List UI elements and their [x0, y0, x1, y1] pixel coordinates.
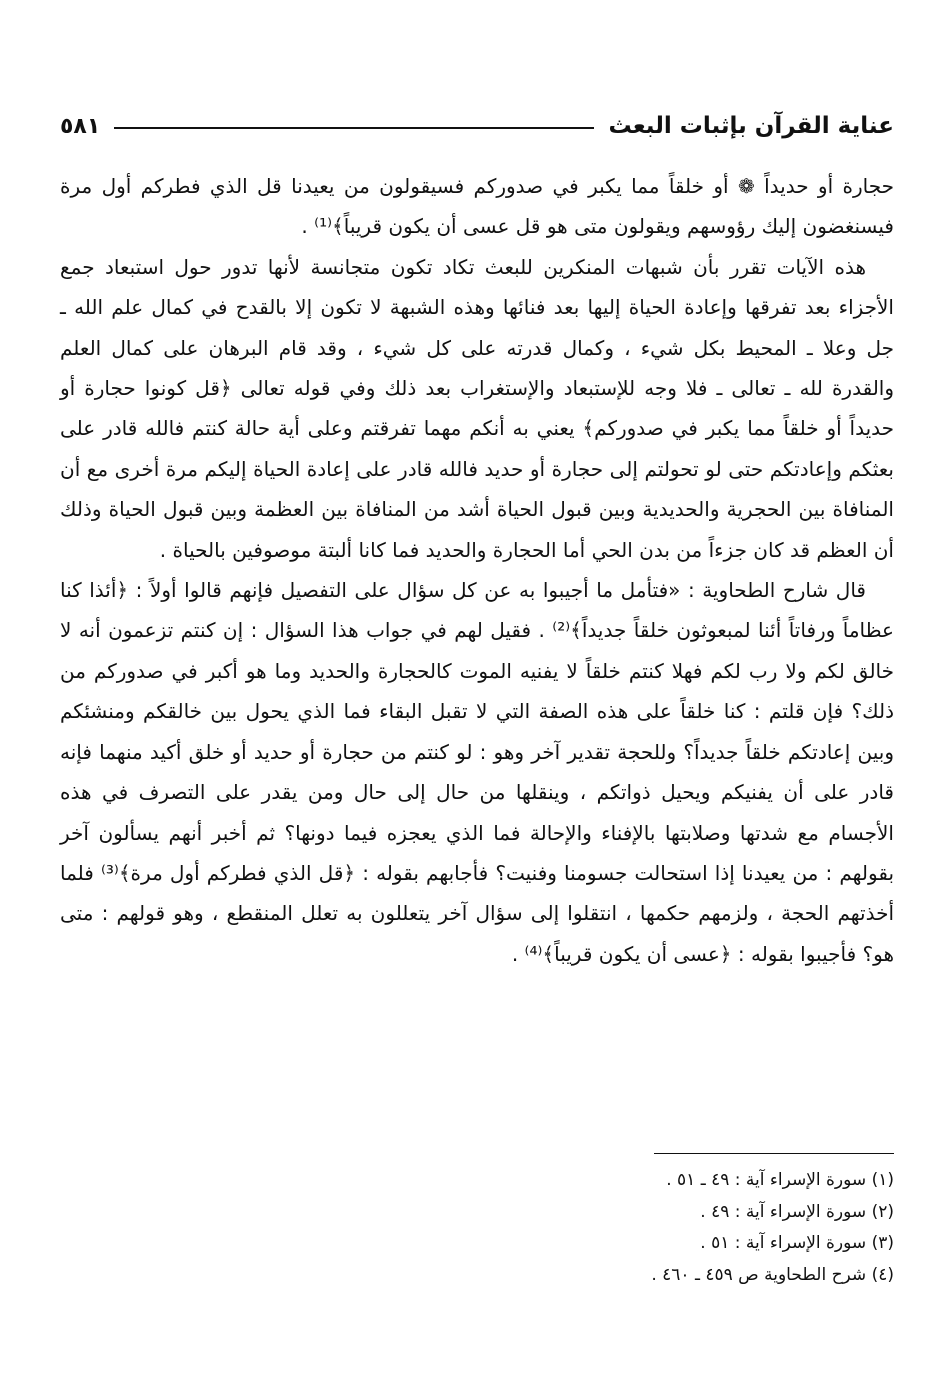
footnote-1: (١) سورة الإسراء آية : ٤٩ ـ ٥١ .: [666, 1170, 894, 1190]
running-header: [60, 106, 894, 146]
header-title: عناية القرآن بإثبات البعث: [608, 113, 894, 139]
page-number: ٥٨١: [60, 113, 101, 139]
header-rule: [114, 127, 594, 129]
footnote-3: (٣) سورة الإسراء آية : ٥١ .: [700, 1233, 894, 1253]
body-text: [60, 166, 894, 974]
footnote-2: (٢) سورة الإسراء آية : ٤٩ .: [700, 1201, 894, 1222]
paragraph-2: هذه الآيات تقرر بأن شبهات المنكرين للبعث تكاد تكون متجانسة لأنها تدور حول استبعاد جمع الأجزاء بعد تفرقها وإعادة الحياة إليها بعد فنائها وهذه الشبهة لا تكون إلا بالقدح في كمال علم الله ـ جل وعلا ـ المحيط بكل شيء ، وكمال قدرته على كل شيء ، وقد قام البرهان على كمال العلم والقدرة لله ـ تعالى ـ فلا وجه للإستبعاد والإستغراب بعد ذلك وفي قوله تعالى ﴿قل كونوا حجارة أو حديداً أو خلقاً مما يكبر في صدوركم﴾ يعني به أنكم مهما تفرقتم وعلى أية حالة كنتم فالله قادر على بعثكم وإعادتكم حتى لو تحولتم إلى حجارة أو حديد فالله قادر على إعادة الحياة إليكم مرة أخرى مع أن المنافاة بين الحجرية والحديدية وبين قبول الحياة أشد من المنافاة بين العظمة وبين قبول الحياة وذلك أن العظم قد كان جزءاً من بدن الحي أما الحجارة والحديد فما كانا ألبتة موصوفين بالحياة .: [60, 254, 894, 562]
footnotes: [60, 1165, 894, 1291]
footnote-divider: [654, 1153, 894, 1154]
footnote-4: (٤) شرح الطحاوية ص ٤٥٩ ـ ٤٦٠ .: [651, 1264, 894, 1285]
paragraph-3: قال شارح الطحاوية : «فتأمل ما أجيبوا به عن كل سؤال على التفصيل فإنهم قالوا أولاً : ﴿أئذا كنا عظاماً ورفاتاً أئنا لمبعوثون خلقاً جديداً﴾⁽²⁾ . فقيل لهم في جواب هذا السؤال : إن كنتم تزعمون أنه لا خالق لكم ولا رب لكم فهلا كنتم خلقاً لا يفنيه الموت كالحجارة والحديد وما هو أكبر في صدوركم من ذلك؟ فإن قلتم : كنا خلقاً على هذه الصفة التي لا تقبل البقاء فما الذي يحول بين خالقكم ومنشئكم وبين إعادتكم خلقاً جديداً؟ وللحجة تقدير آخر وهو : لو كنتم من حجارة أو حديد أو خلق أكيد منهما فإنه قادر على أن يفنيكم ويحيل ذواتكم ، وينقلها من حال إلى حال ومن يقدر على التصرف في هذه الأجسام مع شدتها وصلابتها بالإفناء والإحالة فما الذي يعجزه فيما دونها؟ ثم أخبر أنهم يسألون آخر بقولهم : من يعيدنا إذا استحالت جسومنا وفنيت؟ فأجابهم بقوله : ﴿قل الذي فطركم أول مرة﴾⁽³⁾ فلما أخذتهم الحجة ، ولزمهم حكمها ، انتقلوا إلى سؤال آخر يتعللون به تعلل المنقطع ، وهو قولهم : متى هو؟ فأجيبوا بقوله : ﴿عسى أن يكون قريباً﴾⁽⁴⁾ .: [60, 578, 895, 966]
paragraph-1: حجارة أو حديداً ❁ أو خلقاً مما يكبر في صدوركم فسيقولون من يعيدنا قل الذي فطركم أول مرة فيسنغضون إليك رؤوسهم ويقولون متى هو قل عسى أن يكون قريباً﴾⁽¹⁾ .: [60, 174, 894, 239]
book-page: [60, 0, 894, 1383]
